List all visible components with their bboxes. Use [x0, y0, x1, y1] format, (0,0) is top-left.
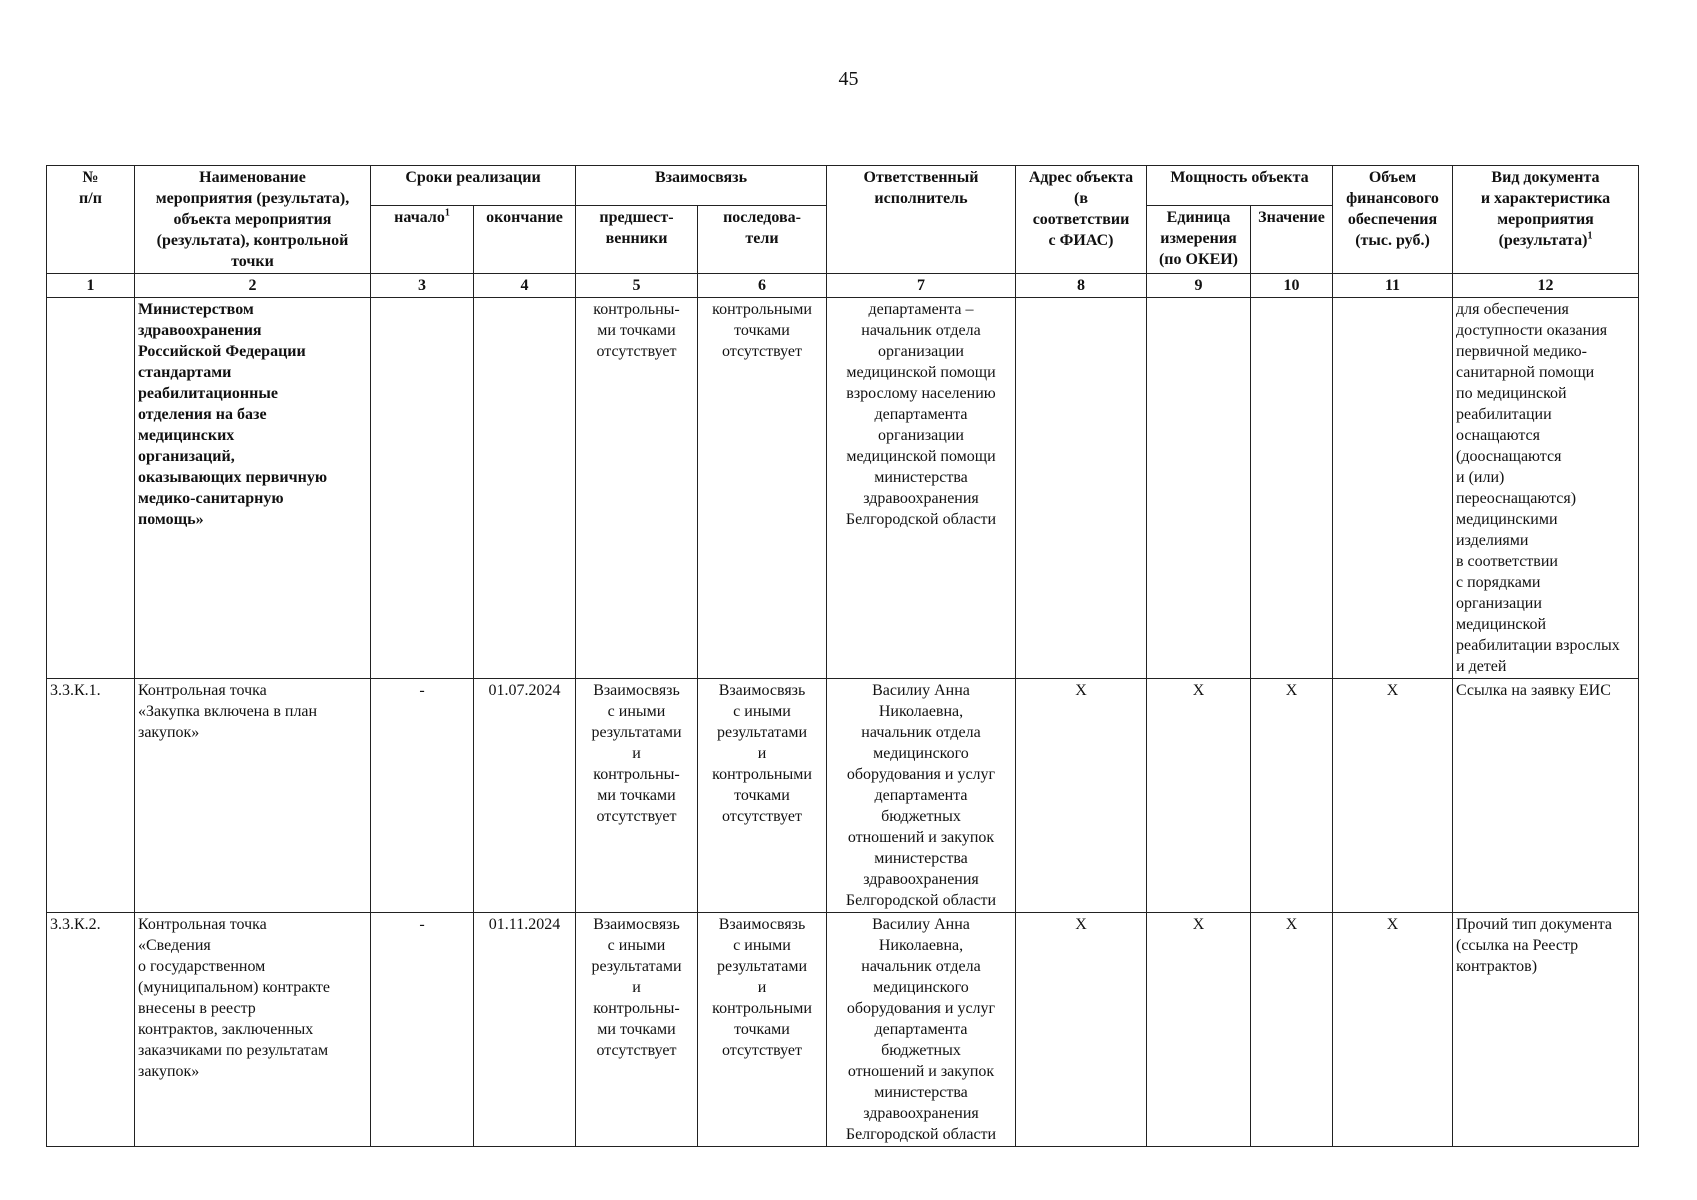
row-pred: контрольны- ми точками отсутствует — [576, 298, 698, 679]
header-relation: Взаимосвязь — [576, 166, 827, 206]
row-finance: Х — [1333, 913, 1453, 1147]
row-start: - — [371, 679, 474, 913]
col-number: 8 — [1016, 274, 1147, 298]
row-end — [474, 298, 576, 679]
col-number: 11 — [1333, 274, 1453, 298]
row-value — [1251, 298, 1333, 679]
row-succ: Взаимосвязь с иными результатами и контрольными точками отсутствует — [698, 679, 827, 913]
row-unit — [1147, 298, 1251, 679]
header-pred: предшест- венники — [576, 206, 698, 274]
col-number: 5 — [576, 274, 698, 298]
row-finance — [1333, 298, 1453, 679]
header-capacity: Мощность объекта — [1147, 166, 1333, 206]
col-number: 6 — [698, 274, 827, 298]
row-doc: Ссылка на заявку ЕИС — [1453, 679, 1639, 913]
header-num: № п/п — [47, 166, 135, 274]
col-number: 4 — [474, 274, 576, 298]
col-number: 9 — [1147, 274, 1251, 298]
header-doc-text: Вид документа и характеристика мероприятия (результата) — [1480, 169, 1611, 249]
row-name: Контрольная точка «Закупка включена в план закупок» — [135, 679, 371, 913]
row-num: 3.3.К.1. — [47, 679, 135, 913]
table-row — [47, 913, 1639, 1147]
row-start: - — [371, 913, 474, 1147]
row-succ: Взаимосвязь с иными результатами и контрольными точками отсутствует — [698, 913, 827, 1147]
header-address: Адрес объекта (в соответствии с ФИАС) — [1016, 166, 1147, 274]
row-value: Х — [1251, 913, 1333, 1147]
header-finance: Объем финансового обеспечения (тыс. руб.) — [1333, 166, 1453, 274]
row-address: Х — [1016, 679, 1147, 913]
col-number: 10 — [1251, 274, 1333, 298]
page-number: 45 — [838, 68, 859, 90]
col-number: 2 — [135, 274, 371, 298]
row-address — [1016, 298, 1147, 679]
header-value: Значение — [1251, 206, 1333, 274]
row-num: 3.3.К.2. — [47, 913, 135, 1147]
header-end: окончание — [474, 206, 576, 274]
col-number: 7 — [827, 274, 1016, 298]
header-name: Наименование мероприятия (результата), объекта мероприятия (результата), контрольной точки — [135, 166, 371, 274]
row-end: 01.11.2024 — [474, 913, 576, 1147]
header-doc-footnote: 1 — [1587, 230, 1593, 242]
row-value: Х — [1251, 679, 1333, 913]
row-pred: Взаимосвязь с иными результатами и контрольны- ми точками отсутствует — [576, 679, 698, 913]
col-number: 12 — [1453, 274, 1639, 298]
col-number: 3 — [371, 274, 474, 298]
header-doc — [1453, 166, 1639, 274]
row-start — [371, 298, 474, 679]
header-unit: Единица измерения (по ОКЕИ) — [1147, 206, 1251, 274]
row-unit: Х — [1147, 913, 1251, 1147]
row-executor: департамента – начальник отдела организации медицинской помощи взрослому населению департамента организации медицинской помощи министерства здравоохранения Белгородской области — [827, 298, 1016, 679]
row-doc: Прочий тип документа (ссылка на Реестр контрактов) — [1453, 913, 1639, 1147]
row-name: Контрольная точка «Сведения о государственном (муниципальном) контракте внесены в реестр контрактов, заключенных заказчиками по результатам закупок» — [135, 913, 371, 1147]
header-start-footnote: 1 — [444, 207, 450, 219]
row-name: Министерством здравоохранения Российской Федерации стандартами реабилитационные отделения на базе медицинских организаций, оказывающих первичную медико-санитарную помощь» — [135, 298, 371, 679]
header-timing: Сроки реализации — [371, 166, 576, 206]
row-executor: Василиу Анна Николаевна, начальник отдела медицинского оборудования и услуг департамента бюджетных отношений и закупок министерства здравоохранения Белгородской области — [827, 913, 1016, 1147]
row-address: Х — [1016, 913, 1147, 1147]
table-row — [47, 298, 1639, 679]
header-start-text: начало — [394, 209, 445, 226]
column-number-row — [47, 274, 1639, 298]
table-row — [47, 679, 1639, 913]
header-start — [371, 206, 474, 274]
row-executor: Василиу Анна Николаевна, начальник отдела медицинского оборудования и услуг департамента бюджетных отношений и закупок министерства здравоохранения Белгородской области — [827, 679, 1016, 913]
row-pred: Взаимосвязь с иными результатами и контрольны- ми точками отсутствует — [576, 913, 698, 1147]
row-finance: Х — [1333, 679, 1453, 913]
row-end: 01.07.2024 — [474, 679, 576, 913]
col-number: 1 — [47, 274, 135, 298]
row-num — [47, 298, 135, 679]
row-unit: Х — [1147, 679, 1251, 913]
plan-table — [46, 165, 1639, 1147]
header-succ: последова- тели — [698, 206, 827, 274]
header-executor: Ответственный исполнитель — [827, 166, 1016, 274]
header-row-1 — [47, 166, 1639, 206]
row-succ: контрольными точками отсутствует — [698, 298, 827, 679]
row-doc: для обеспечения доступности оказания первичной медико- санитарной помощи по медицинской реабилитации оснащаются (дооснащаются и (или) переоснащаются) медицинскими изделиями в соответствии с порядками организации медицинской реабилитации взрослых и детей — [1453, 298, 1639, 679]
